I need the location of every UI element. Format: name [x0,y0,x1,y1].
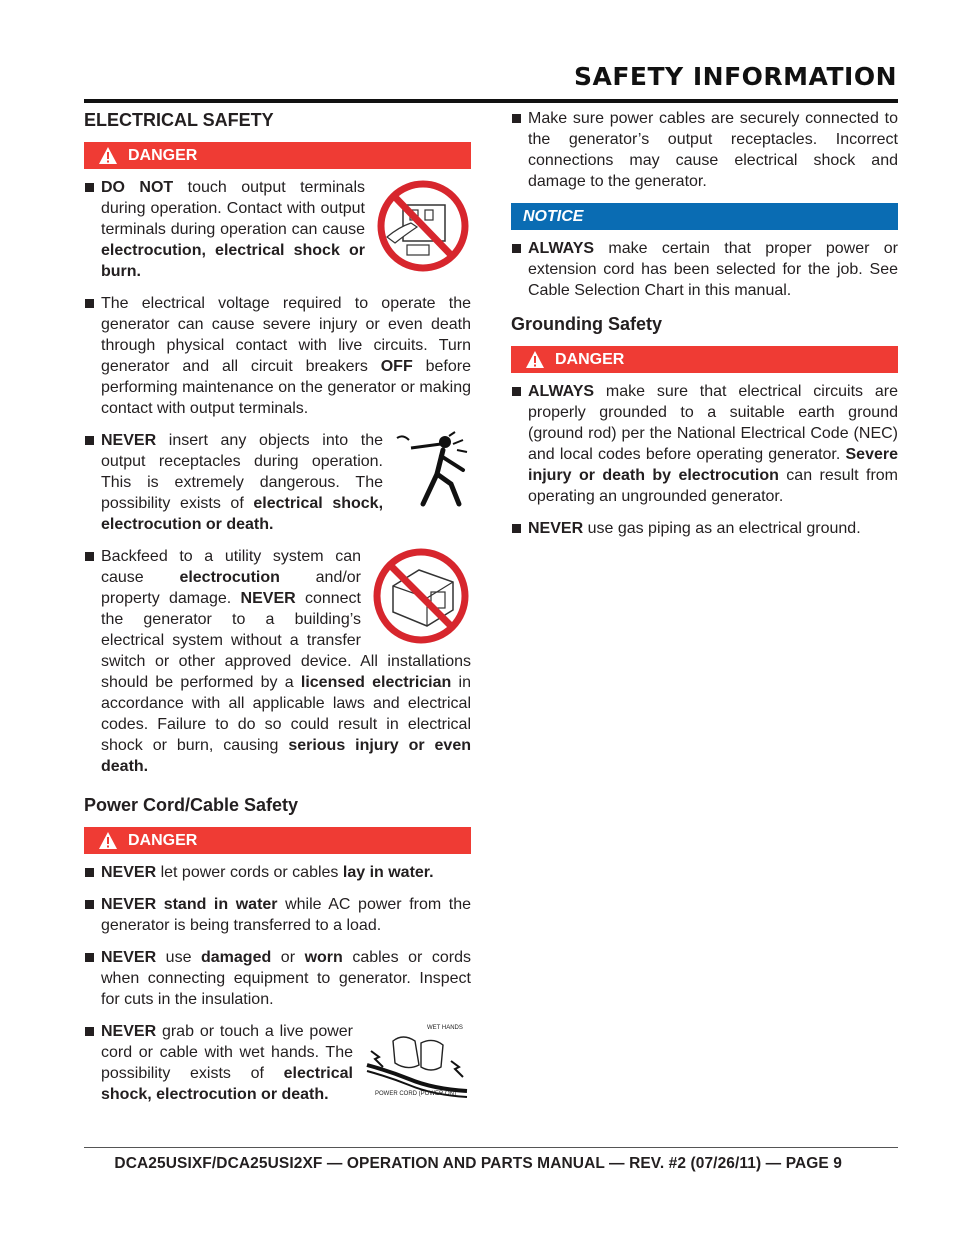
danger-banner [511,346,898,373]
text: Make sure power cables are securely connected to the generator’s output receptacles. Incorrect connections may cause electrical shock and damage to the generator. [528,110,898,190]
text: touch output terminals during operation. Contact with output terminals during operation can cause [101,179,365,238]
text: grab or touch a live power cord or cable with wet hands. The possibility exists of [101,1023,353,1082]
list-item [84,293,471,419]
bullet-square [512,387,521,396]
danger-label: DANGER [555,351,625,368]
bullet-square [85,552,94,561]
page-title: SAFETY INFORMATION [574,62,897,91]
electrical-safety-title: ELECTRICAL SAFETY [84,110,274,130]
text: connect the generator to a building’s electrical system without a transfer switch or other approved device. All installations should be performed by a [101,590,471,691]
text: before performing maintenance on the generator or making contact with output terminals. [101,358,472,417]
text: make certain that proper power or extension cord has been selected for the job. See Cable Selection Chart in this manual. [528,240,898,299]
text: while AC power from the generator is being transferred to a load. [101,896,471,934]
title-rule [84,99,898,103]
fig-label-bottom: POWER CORD (POWER ON) [375,1091,456,1097]
emphasis: ALWAYS [528,240,595,257]
text: insert any objects into the output receptacles during operation. This is extremely dangerous. The possibility exists of [101,432,383,512]
text: Backfeed to a utility system can cause [101,548,361,586]
emphasis: serious injury or even death. [101,737,472,775]
right-column [511,106,898,550]
emphasis: electrical shock, electrocution or death. [101,495,384,533]
list-item [511,381,898,507]
emphasis: NEVER [101,1023,157,1040]
wet-hands-cord-icon [363,1021,471,1113]
bullet-square [85,900,94,909]
emphasis: NEVER [101,949,157,966]
text: use [156,949,201,966]
emphasis: NEVER [528,520,584,537]
list-item [511,518,898,539]
text: use gas piping as an electrical ground. [583,520,861,537]
power-cord-safety-title: Power Cord/Cable Safety [84,795,299,815]
emphasis: ALWAYS [528,383,595,400]
emphasis: NEVER [240,590,296,607]
emphasis: damaged [201,949,272,966]
left-column [84,106,471,1116]
bullet-square [85,868,94,877]
bullet-square [85,1027,94,1036]
list-item [84,947,471,1010]
emphasis: Severe injury or death by electrocution [528,446,898,484]
list-item [84,177,471,282]
emphasis: electrocution, electrical shock or burn. [101,242,365,280]
bullet-square [85,953,94,962]
bullet-square [85,436,94,445]
emphasis: DO NOT [101,179,174,196]
text: make sure that electrical circuits are properly grounded to a suitable earth ground (ground rod) per the National Electrical Code (NEC) and local codes before operating generator. [528,383,898,463]
text: cables or cords when connecting equipment to generator. Inspect for cuts in the insulation. [101,949,471,1008]
danger-banner [84,142,471,169]
warning-triangle-icon [525,350,545,369]
text: and/or property damage. [101,569,362,607]
notice-banner [511,203,898,230]
bullet-square [512,244,521,253]
danger-banner [84,827,471,854]
list-item [84,1021,471,1105]
text: can result from operating an ungrounded generator. [528,467,898,505]
bullet-square [85,183,94,192]
emphasis: licensed electrician [300,674,452,691]
list-item [84,546,471,777]
emphasis: NEVER stand in water [101,896,278,913]
emphasis: NEVER [101,864,157,881]
bullet-square [85,299,94,308]
warning-triangle-icon [98,146,118,165]
list-item [511,108,898,192]
danger-label: DANGER [128,832,198,849]
grounding-safety-title: Grounding Safety [511,314,663,334]
notice-label: NOTICE [523,208,584,225]
bullet-square [512,524,521,533]
emphasis: electrocution [179,569,280,586]
list-item [84,430,471,535]
text: let power cords or cables [156,864,343,881]
emphasis: electrical shock, electrocution or death. [101,1065,353,1103]
emphasis: lay in water. [342,864,434,881]
warning-triangle-icon [98,831,118,850]
danger-label: DANGER [128,147,198,164]
no-backfeed-icon [371,546,471,646]
text: The electrical voltage required to operate the generator can cause severe injury or even death through physical contact with live circuits. Turn generator and all circuit breakers [101,295,471,375]
list-item [511,238,898,301]
no-touch-terminals-icon [375,177,471,275]
footer-rule [84,1147,898,1148]
emphasis: OFF [380,358,413,375]
text: in accordance with all applicable laws and electrical codes. Failure to do so could result in electrical shock or burn, causing [101,674,472,754]
list-item [84,894,471,936]
page-footer: DCA25USIXF/DCA25USI2XF — OPERATION AND PARTS MANUAL — REV. #2 (07/26/11) — PAGE 9 [114,1155,842,1172]
bullet-square [512,114,521,123]
emphasis: NEVER [101,432,157,449]
electric-shock-icon [393,430,471,508]
fig-label-top: WET HANDS [427,1025,463,1031]
text: or [271,949,305,966]
list-item [84,862,471,883]
emphasis: worn [304,949,343,966]
